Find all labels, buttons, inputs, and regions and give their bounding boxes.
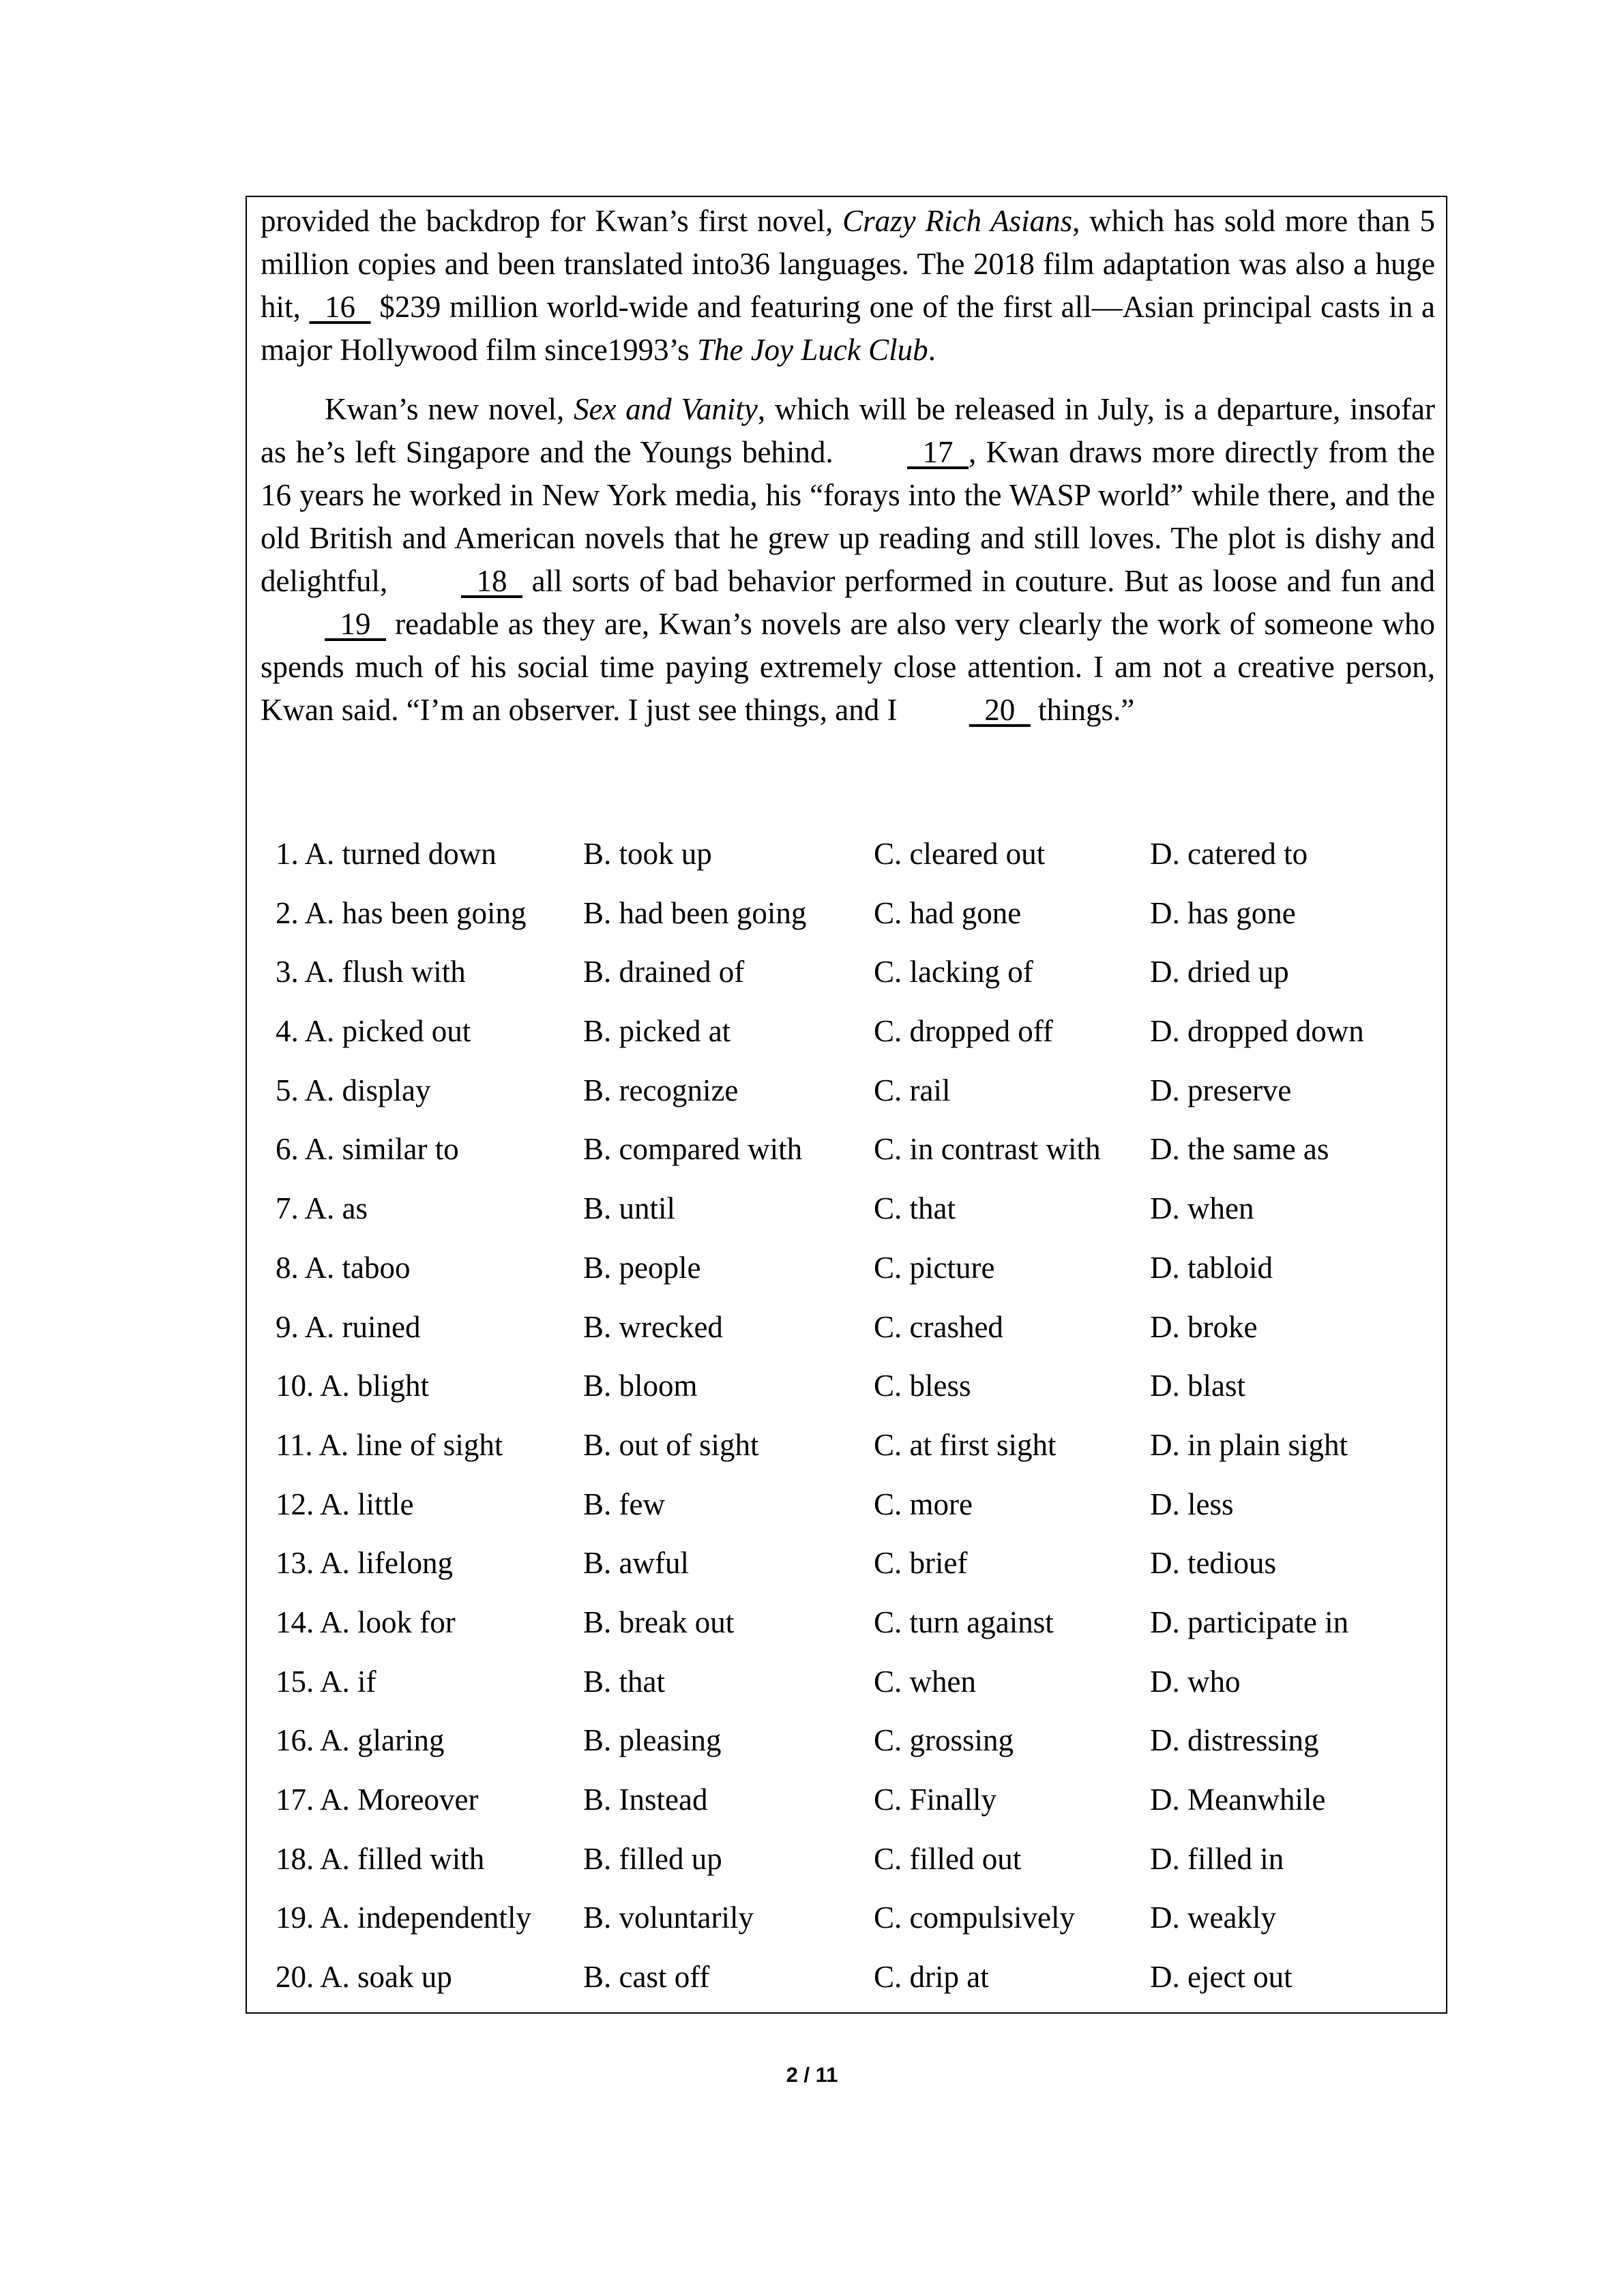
option-a: 18. A. filled with	[276, 1841, 485, 1876]
option-d: D. has gone	[1150, 895, 1296, 930]
option-d: D. broke	[1150, 1309, 1258, 1344]
option-a: 3. A. flush with	[276, 955, 466, 989]
option-b: B. out of sight	[583, 1427, 759, 1462]
option-d: D. catered to	[1150, 837, 1308, 871]
option-b: B. filled up	[583, 1841, 722, 1876]
option-b: B. cast off	[583, 1960, 710, 1995]
option-c: C. filled out	[874, 1841, 1022, 1876]
option-b: B. Instead	[583, 1783, 708, 1817]
option-b: B. recognize	[583, 1073, 739, 1107]
option-b: B. awful	[583, 1546, 689, 1581]
option-row	[276, 1073, 1435, 1132]
option-row	[276, 1782, 1435, 1841]
option-c: C. Finally	[874, 1783, 997, 1817]
page-number: 2 / 11	[786, 2063, 838, 2087]
p2-text-5: readable as they are, Kwan’s novels are also very clearly the work of someone who spends much of his social time paying extremely close attention. I am not a creative person, Kwan said. “I’m an observer. I just see things, and I	[261, 607, 1435, 727]
option-b: B. that	[583, 1664, 665, 1699]
option-c: C. bless	[874, 1369, 971, 1403]
option-row	[276, 1664, 1435, 1723]
option-d: D. dried up	[1150, 955, 1289, 989]
option-c: C. grossing	[874, 1723, 1014, 1758]
option-d: D. preserve	[1150, 1073, 1292, 1107]
option-c: C. cleared out	[874, 837, 1046, 871]
option-b: B. break out	[583, 1605, 735, 1639]
option-a: 14. A. look for	[276, 1605, 456, 1639]
option-d: D. less	[1150, 1487, 1234, 1521]
option-a: 10. A. blight	[276, 1369, 430, 1403]
option-row	[276, 1191, 1435, 1250]
option-b: B. had been going	[583, 895, 807, 930]
option-c: C. picture	[874, 1250, 995, 1285]
option-row	[276, 1368, 1435, 1427]
option-c: C. dropped off	[874, 1014, 1053, 1049]
option-c: C. lacking of	[874, 955, 1033, 989]
option-d: D. tabloid	[1150, 1250, 1273, 1285]
option-c: C. crashed	[874, 1309, 1003, 1344]
option-b: B. people	[583, 1250, 701, 1285]
option-d: D. Meanwhile	[1150, 1783, 1326, 1817]
option-a: 5. A. display	[276, 1073, 431, 1107]
option-d: D. dropped down	[1150, 1014, 1364, 1049]
blank-18: 18	[460, 564, 522, 598]
option-row	[276, 895, 1435, 955]
option-c: C. brief	[874, 1546, 968, 1581]
option-a: 6. A. similar to	[276, 1132, 459, 1167]
option-row	[276, 1959, 1435, 2018]
option-d: D. participate in	[1150, 1605, 1349, 1639]
option-b: B. drained of	[583, 955, 745, 989]
option-b: B. voluntarily	[583, 1900, 754, 1935]
option-b: B. bloom	[583, 1369, 698, 1403]
p2-text-3: , Kwan draws more directly from the 16 years he worked in New York media, his “forays into the WASP world” while there, and the old British and American novels that he grew up reading and still loves. The plot is dishy and delightful,	[261, 435, 1435, 598]
option-c: C. had gone	[874, 895, 1022, 930]
blank-20: 20	[969, 693, 1031, 727]
option-c: C. that	[874, 1191, 956, 1226]
option-a: 2. A. has been going	[276, 895, 527, 930]
option-row	[276, 1013, 1435, 1073]
option-d: D. weakly	[1150, 1900, 1276, 1935]
option-b: B. picked at	[583, 1014, 731, 1049]
film-title-joy-luck-club: The Joy Luck Club	[696, 333, 928, 367]
option-d: D. who	[1150, 1664, 1241, 1699]
book-title-sex-and-vanity: Sex and Vanity	[573, 392, 758, 426]
option-c: C. in contrast with	[874, 1132, 1101, 1167]
p1-text-1: provided the backdrop for Kwan’s first novel,	[261, 204, 843, 238]
option-d: D. the same as	[1150, 1132, 1329, 1167]
option-a: 17. A. Moreover	[276, 1783, 479, 1817]
option-b: B. wrecked	[583, 1309, 723, 1344]
option-c: C. when	[874, 1664, 976, 1699]
option-row	[276, 1427, 1435, 1487]
option-c: C. compulsively	[874, 1900, 1075, 1935]
option-row	[276, 1309, 1435, 1369]
option-d: D. distressing	[1150, 1723, 1319, 1758]
option-row	[276, 1545, 1435, 1605]
option-a: 9. A. ruined	[276, 1309, 421, 1344]
options-list	[276, 836, 1435, 2018]
blank-17: 17	[906, 435, 969, 469]
book-title-crazy-rich-asians: Crazy Rich Asians	[842, 204, 1073, 238]
option-b: B. pleasing	[583, 1723, 722, 1758]
p1-text-4: .	[928, 333, 936, 367]
option-row	[276, 1605, 1435, 1664]
option-d: D. in plain sight	[1150, 1427, 1348, 1462]
option-c: C. at first sight	[874, 1427, 1057, 1462]
option-a: 7. A. as	[276, 1191, 368, 1226]
blank-19: 19	[325, 607, 386, 641]
option-d: D. eject out	[1150, 1960, 1293, 1995]
paragraph-1	[261, 200, 1435, 372]
option-a: 11. A. line of sight	[276, 1427, 503, 1462]
blank-16: 16	[309, 290, 371, 324]
passage-frame	[246, 196, 1447, 2014]
option-row	[276, 836, 1435, 895]
option-row	[276, 1250, 1435, 1309]
option-c: C. rail	[874, 1073, 951, 1107]
p2-text-1: Kwan’s new novel,	[325, 392, 574, 426]
option-row	[276, 954, 1435, 1013]
option-d: D. blast	[1150, 1369, 1245, 1403]
option-d: D. filled in	[1150, 1841, 1284, 1876]
p1-text-3: $239 million world-wide and featuring one of the first all—Asian principal casts in a major Hollywood film since1993’s	[261, 290, 1435, 367]
option-row	[276, 1131, 1435, 1191]
option-b: B. compared with	[583, 1132, 803, 1167]
option-a: 4. A. picked out	[276, 1014, 471, 1049]
p2-text-6: things.”	[1030, 693, 1135, 727]
option-b: B. few	[583, 1487, 665, 1521]
option-a: 8. A. taboo	[276, 1250, 411, 1285]
option-a: 15. A. if	[276, 1664, 377, 1699]
p2-text-4: all sorts of bad behavior performed in couture. But as loose and fun and	[522, 564, 1435, 598]
option-c: C. turn against	[874, 1605, 1054, 1639]
option-row	[276, 1900, 1435, 1959]
option-a: 1. A. turned down	[276, 837, 497, 871]
option-d: D. when	[1150, 1191, 1254, 1226]
option-d: D. tedious	[1150, 1546, 1276, 1581]
option-a: 20. A. soak up	[276, 1960, 452, 1995]
option-a: 13. A. lifelong	[276, 1546, 453, 1581]
option-row	[276, 1487, 1435, 1546]
option-a: 12. A. little	[276, 1487, 414, 1521]
option-b: B. took up	[583, 837, 712, 871]
option-row	[276, 1723, 1435, 1782]
paragraph-2	[261, 388, 1435, 732]
option-row	[276, 1841, 1435, 1900]
option-c: C. more	[874, 1487, 973, 1521]
p2-text-2: , which will be released in July, is a departure, insofar as he’s left Singapore and the Youngs behind.	[261, 392, 1435, 469]
option-a: 16. A. glaring	[276, 1723, 445, 1758]
option-b: B. until	[583, 1191, 676, 1226]
option-c: C. drip at	[874, 1960, 989, 1995]
p1-text-2: , which has sold more than 5 million copies and been translated into36 languages. The 2018 film adaptation was also a huge hit,	[261, 204, 1435, 324]
option-a: 19. A. independently	[276, 1900, 531, 1935]
